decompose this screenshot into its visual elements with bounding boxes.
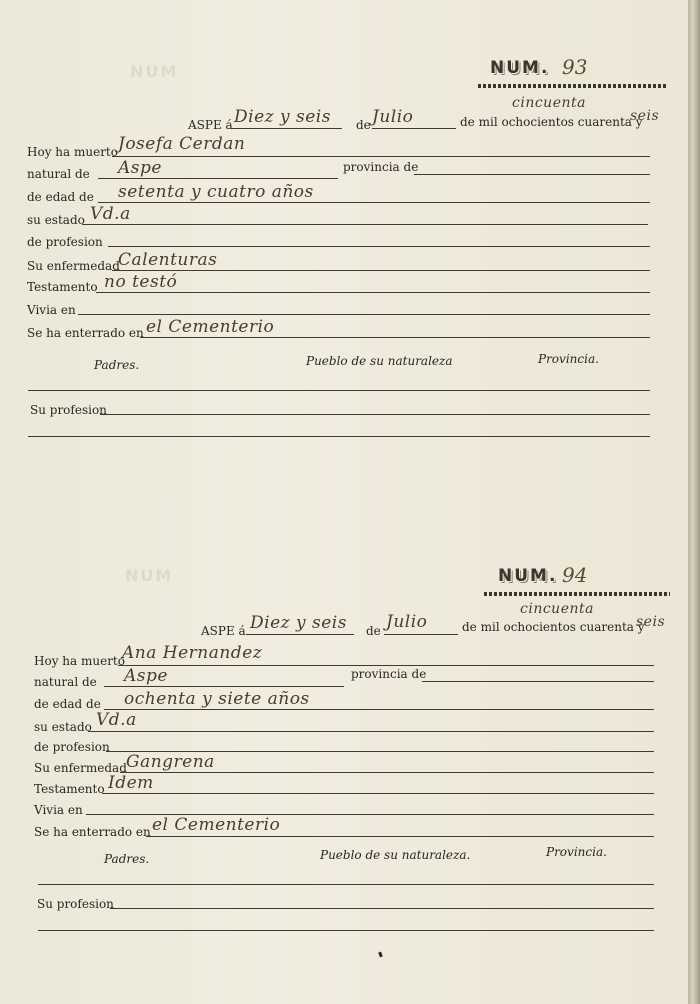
burial-label: Se ha enterrado en xyxy=(27,326,144,340)
testament-value: no testó xyxy=(104,272,178,292)
year-text: de mil ochocientos cuarenta y xyxy=(462,620,645,634)
column-province: Provincia. xyxy=(546,845,607,859)
column-parents: Padres. xyxy=(94,358,140,372)
status-label: su estado xyxy=(27,213,85,227)
residence-label: Vivia en xyxy=(27,303,76,317)
field-line xyxy=(422,681,654,682)
entry-number-value: 94 xyxy=(562,563,588,587)
age-label: de edad de xyxy=(27,190,94,204)
field-line xyxy=(120,772,654,773)
burial-label: Se ha enterrado en xyxy=(34,825,151,839)
column-province: Provincia. xyxy=(538,352,599,366)
parents-profession-label: Su profesion xyxy=(37,897,114,911)
parents-line xyxy=(28,390,650,391)
illness-value: Gangrena xyxy=(126,752,215,772)
place-label: ASPE á xyxy=(201,624,246,638)
year-text: de mil ochocientos cuarenta y xyxy=(460,115,643,129)
year-correction: cincuenta xyxy=(520,601,594,617)
field-line xyxy=(140,337,650,338)
de-label: de xyxy=(366,624,381,638)
month-line xyxy=(372,128,456,129)
age-label: de edad de xyxy=(34,697,101,711)
field-line xyxy=(104,709,654,710)
field-line xyxy=(82,224,648,225)
bleed-through: NUM xyxy=(125,566,174,585)
field-line xyxy=(98,202,650,203)
year-correction: cincuenta xyxy=(512,95,586,111)
field-line xyxy=(110,908,654,909)
field-line xyxy=(96,292,650,293)
field-line xyxy=(146,836,654,837)
date-day: Diez y seis xyxy=(234,107,331,127)
natural-value: Aspe xyxy=(124,666,168,686)
entry-number-label: NUM. xyxy=(490,58,550,78)
de-label: de xyxy=(356,118,371,132)
entry-number-label: NUM. xyxy=(498,566,558,586)
ink-mark xyxy=(378,952,383,958)
decorative-rule xyxy=(484,592,670,596)
burial-value: el Cementerio xyxy=(146,317,275,337)
column-town: Pueblo de su naturaleza xyxy=(306,354,453,368)
bleed-through: NUM xyxy=(130,62,179,81)
field-line xyxy=(118,665,654,666)
field-line xyxy=(104,686,344,687)
deceased-label: Hoy ha muerto xyxy=(27,145,118,159)
parents-profession-label: Su profesion xyxy=(30,403,107,417)
column-parents: Padres. xyxy=(104,852,150,866)
natural-value: Aspe xyxy=(118,158,162,178)
status-label: su estado xyxy=(34,720,92,734)
age-value: ochenta y siete años xyxy=(124,689,310,709)
field-line xyxy=(98,178,338,179)
field-line xyxy=(78,314,650,315)
field-line xyxy=(100,414,650,415)
date-day: Diez y seis xyxy=(250,613,347,633)
status-value: Vd.a xyxy=(96,710,137,730)
field-line xyxy=(38,930,654,931)
day-line xyxy=(230,128,342,129)
place-label: ASPE á xyxy=(188,118,233,132)
book-binding xyxy=(688,0,700,1004)
field-line xyxy=(112,270,650,271)
entry-number-value: 93 xyxy=(562,55,588,79)
province-label: provincia de xyxy=(351,667,427,681)
residence-label: Vivia en xyxy=(34,803,83,817)
field-line xyxy=(88,731,654,732)
deceased-name: Josefa Cerdan xyxy=(118,134,246,154)
illness-label: Su enfermedad xyxy=(34,761,127,775)
testament-label: Testamento xyxy=(27,280,98,294)
testament-label: Testamento xyxy=(34,782,105,796)
illness-label: Su enfermedad xyxy=(27,259,120,273)
profession-label: de profesion xyxy=(34,740,110,754)
parents-line xyxy=(38,884,654,885)
status-value: Vd.a xyxy=(90,204,131,224)
year-suffix: seis xyxy=(630,108,660,124)
field-line xyxy=(108,246,650,247)
field-line xyxy=(28,436,650,437)
date-month: Julio xyxy=(372,107,414,127)
month-line xyxy=(384,634,458,635)
illness-value: Calenturas xyxy=(118,250,218,270)
burial-value: el Cementerio xyxy=(152,815,281,835)
field-line xyxy=(112,156,650,157)
deceased-label: Hoy ha muerto xyxy=(34,654,125,668)
testament-value: Idem xyxy=(108,773,154,793)
field-line xyxy=(102,793,654,794)
field-line xyxy=(414,174,650,175)
deceased-name: Ana Hernandez xyxy=(122,643,263,663)
decorative-rule xyxy=(478,84,666,88)
column-town: Pueblo de su naturaleza. xyxy=(320,848,471,862)
natural-label: natural de xyxy=(27,167,90,181)
profession-label: de profesion xyxy=(27,235,103,249)
natural-label: natural de xyxy=(34,675,97,689)
age-value: setenta y cuatro años xyxy=(118,182,314,202)
province-label: provincia de xyxy=(343,160,419,174)
date-month: Julio xyxy=(386,612,428,632)
year-suffix: seis xyxy=(636,614,666,630)
day-line xyxy=(246,634,354,635)
